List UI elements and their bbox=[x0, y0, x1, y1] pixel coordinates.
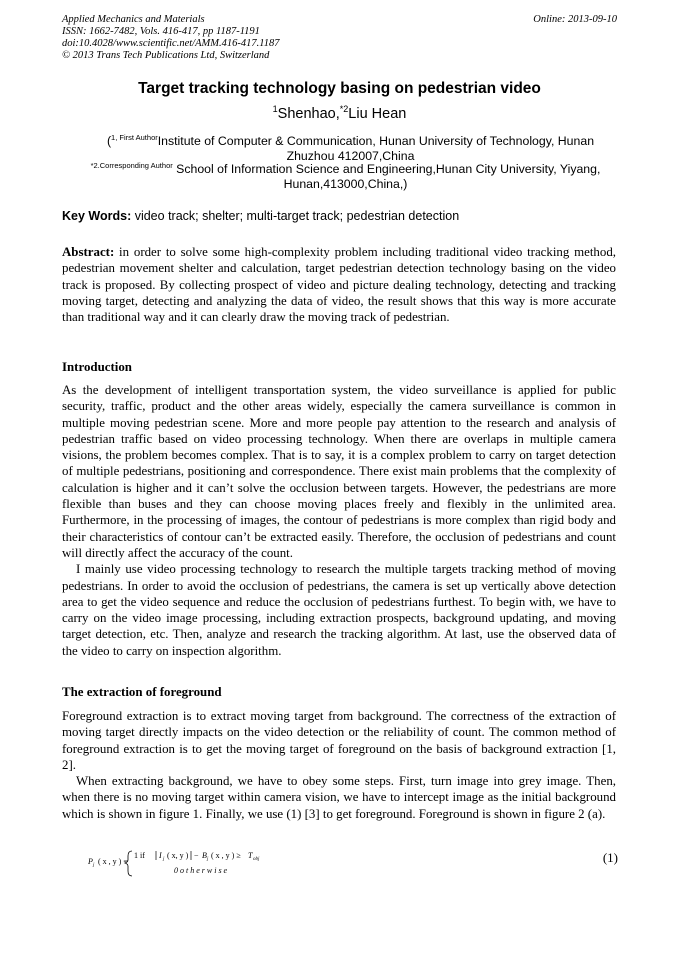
author-line bbox=[62, 104, 617, 122]
eq-case1-T-sub: obj bbox=[253, 857, 260, 862]
eq-case1-xy: ( x, y ) bbox=[167, 851, 189, 860]
eq-case1-cond: 1 if bbox=[134, 851, 145, 860]
keywords-label: Key Words: bbox=[62, 209, 132, 223]
affiliation-open-paren: ( bbox=[106, 134, 112, 149]
foreground-heading: The extraction of foreground bbox=[62, 685, 222, 699]
eq-case2: 0 o t h e r w i s e bbox=[174, 866, 228, 875]
eq-case1-B-sub: j bbox=[207, 857, 209, 862]
affiliation-2 bbox=[74, 158, 617, 192]
journal-header bbox=[62, 14, 617, 62]
author1-mark: 1 bbox=[272, 104, 278, 114]
eq-case1-xy2: ( x , y ) ≥ bbox=[211, 851, 241, 860]
eq-lhs: P bbox=[88, 857, 93, 866]
eq-case1-I: I bbox=[159, 851, 162, 860]
keywords-text: video track; shelter; multi-target track; pedestrian detection bbox=[131, 209, 460, 223]
author2-name: Liu Hean bbox=[348, 105, 407, 122]
abstract-label: Abstract: bbox=[62, 245, 115, 259]
eq-lhs-sub: j bbox=[93, 863, 95, 868]
foreground-paragraph-1: Foreground extraction is to extract moving target from background. The correctness of the extraction of moving target directly impacts on the video detection or the reliability of count. The common method of foreground extraction is to get the moving target of foreground on the basis of background extraction [1, 2]. bbox=[62, 709, 616, 772]
journal-issn: ISSN: 1662-7482, Vols. 416-417, pp 1187-1191 bbox=[62, 26, 260, 37]
abstract bbox=[62, 244, 616, 325]
introduction-paragraph-1: As the development of intelligent transportation system, the video surveillance is applied for public security, traffic, product and the other areas widely, especially the camera surveillance is common in multiple moving pedestrian scene. More and more people pay attention to the research and analysis of pedestrian traffic based on video processing technology. When there are overlaps in multiple camera visions, the problem becomes complex. That is to say, it is a complex problem to carry on target detection of multiple pedestrians, positioning and correspondence. There exist main problems that the complexity of calculation is higher and it can’t solve the occlusion between targets. However, the pedestrians are more flexible than buses and they can choose moving places freely and flexibly in the unlimited area. Furthermore, in the processing of images, the contour of pedestrians is more complex than rigid body and their characteristics of contour can’t be extracted easily. Therefore, the occlusion of pedestrians and count will directly affect the accuracy of the count. bbox=[62, 383, 616, 560]
eq-args: ( x , y ) = bbox=[98, 857, 128, 866]
introduction-section bbox=[62, 382, 616, 659]
foreground-section bbox=[62, 708, 616, 822]
author1-name: Shenhao, bbox=[277, 105, 340, 122]
introduction-heading: Introduction bbox=[62, 360, 132, 374]
equation-number: (1) bbox=[602, 850, 618, 865]
abstract-text: in order to solve some high-complexity problem including traditional video tracking method, pedestrian movement shelter and calculation, target pedestrian detection technology basing on the video track is proposed. By collecting prospect of video and picture dealing technology, detecting and tracking moving target, detecting and analyzing the data of video, the result shows that this way is more accurate than traditional way and it can clearly draw the moving track of pedestrian. bbox=[62, 245, 616, 325]
affiliation-1-mark: 1, First Author bbox=[111, 133, 158, 142]
eq-case1-T: T bbox=[248, 851, 253, 860]
affiliation-2-text: School of Information Science and Engineering,Hunan City University, Yiyang, Hunan,413000,China,) bbox=[172, 162, 601, 192]
eq-case1-minus: − bbox=[194, 851, 199, 860]
eq-case1-B: B bbox=[202, 851, 207, 860]
affiliation-1-text: Institute of Computer & Communication, Hunan University of Technology, Hunan Zhuzhou 412007,China bbox=[157, 134, 595, 164]
equation-1 bbox=[88, 846, 618, 878]
journal-doi: doi:10.4028/www.scientific.net/AMM.416-417.1187 bbox=[62, 38, 280, 49]
eq-case1-I-sub: j bbox=[163, 857, 165, 862]
eq-cases-brace bbox=[125, 851, 132, 876]
paper-title: Target tracking technology basing on pedestrian video bbox=[138, 80, 541, 97]
journal-name: Applied Mechanics and Materials bbox=[62, 14, 205, 25]
journal-copyright: © 2013 Trans Tech Publications Ltd, Switzerland bbox=[62, 50, 270, 61]
author2-mark: *2 bbox=[339, 104, 349, 114]
equation-1-formula bbox=[88, 846, 288, 878]
online-date: Online: 2013-09-10 bbox=[533, 14, 617, 25]
foreground-paragraph-2: When extracting background, we have to obey some steps. First, turn image into grey image. Then, when there is no moving target within camera vision, we have to intercept image as the initial background which is shown in figure 1. Finally, we use (1) [3] to get foreground. Foreground is shown in figure 2 (a). bbox=[62, 774, 616, 821]
keywords bbox=[62, 209, 617, 223]
introduction-paragraph-2: I mainly use video processing technology to research the multiple targets tracking method of moving pedestrians. In order to avoid the occlusion of pedestrians, the camera is set up vertically above detection area to get the video sequence and reduce the occlusion of pedestrians furthest. To begin with, we have to carry on the video image processing, including extraction prospects, background updating, and moving target detection, etc. Then, analyze and research the tracking algorithm. At last, use the observed data of the video to carry on inspection algorithm. bbox=[62, 562, 616, 658]
affiliation-2-mark: *2.Corresponding Author bbox=[90, 161, 173, 170]
